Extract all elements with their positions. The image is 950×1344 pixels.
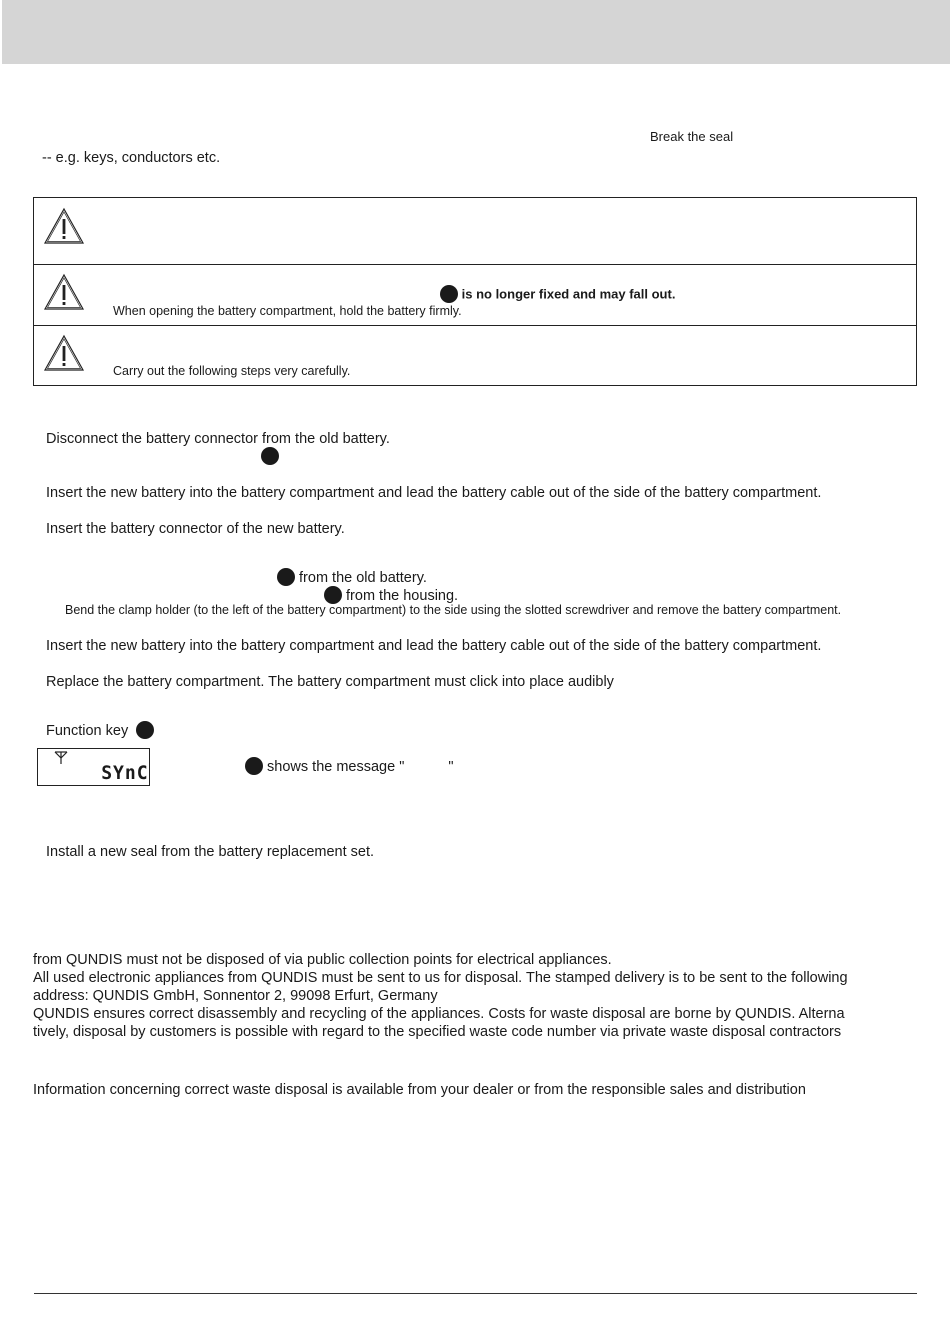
warnings-table	[33, 197, 917, 386]
step-function-key	[46, 722, 154, 740]
shows-message-text: shows the message "	[267, 758, 405, 775]
step-bend-clamp: Bend the clamp holder (to the left of the battery compartment) to the side using the slotted screwdriver and remove the battery compartment.	[65, 603, 842, 617]
callout-marker	[440, 285, 458, 303]
disposal-line-5: tively, disposal by customers is possible with regard to the specified waste code number via private waste disposal contractors	[33, 1024, 842, 1040]
step-install-seal: Install a new seal from the battery replacement set.	[46, 844, 375, 860]
warning-row-1	[34, 198, 916, 265]
callout-marker	[277, 568, 295, 586]
lcd-display	[37, 748, 150, 786]
callout-marker	[324, 586, 342, 604]
warning-triangle-icon	[43, 207, 85, 245]
step-from-old-battery	[277, 569, 427, 587]
warning-triangle-icon	[43, 334, 85, 372]
quote-close: "	[448, 758, 454, 775]
break-seal-note: Break the seal	[650, 129, 734, 144]
warning-2-bold: is no longer fixed and may fall out.	[461, 286, 676, 302]
disposal-line-2: All used electronic appliances from QUNDIS must be sent to us for disposal. The stamped delivery is to be sent to the following	[33, 970, 848, 986]
bullet-keys-conductors: -- e.g. keys, conductors etc.	[42, 150, 221, 166]
callout-marker	[136, 721, 154, 739]
warning-row-2	[34, 265, 916, 326]
warning-triangle-icon	[43, 273, 85, 311]
warning-2-line	[440, 286, 675, 304]
step-insert-connector: Insert the battery connector of the new battery.	[46, 521, 345, 537]
disposal-line-6: Information concerning correct waste disposal is available from your dealer or from the responsible sales and distribution	[33, 1082, 806, 1098]
warning-row-3	[34, 326, 916, 385]
footer-rule	[34, 1293, 917, 1294]
step-shows-message	[245, 758, 454, 776]
function-key-text: Function key	[46, 722, 129, 739]
callout-marker	[245, 757, 263, 775]
disposal-line-1: from QUNDIS must not be disposed of via public collection points for electrical appliances.	[33, 952, 612, 968]
step-insert-battery-2: Insert the new battery into the battery compartment and lead the battery cable out of the side of the battery compartment.	[46, 638, 822, 654]
callout-marker	[261, 447, 279, 465]
step-disconnect: Disconnect the battery connector from the old battery.	[46, 431, 390, 447]
warning-2-small: When opening the battery compartment, hold the battery firmly.	[113, 304, 462, 318]
header-band	[2, 0, 950, 64]
step-replace-compartment: Replace the battery compartment. The battery compartment must click into place audibly	[46, 674, 614, 690]
step-insert-battery-1: Insert the new battery into the battery compartment and lead the battery cable out of the side of the battery compartment.	[46, 485, 822, 501]
disposal-line-4: QUNDIS ensures correct disassembly and recycling of the appliances. Costs for waste disposal are borne by QUNDIS. Alterna	[33, 1006, 845, 1022]
from-housing-text: from the housing.	[346, 587, 459, 604]
warning-3-small: Carry out the following steps very carefully.	[113, 364, 351, 378]
from-old-text: from the old battery.	[299, 569, 427, 586]
antenna-icon	[54, 751, 68, 765]
disposal-line-3: address: QUNDIS GmbH, Sonnentor 2, 99098 Erfurt, Germany	[33, 988, 438, 1004]
lcd-sync-text: SYnC	[101, 762, 149, 784]
